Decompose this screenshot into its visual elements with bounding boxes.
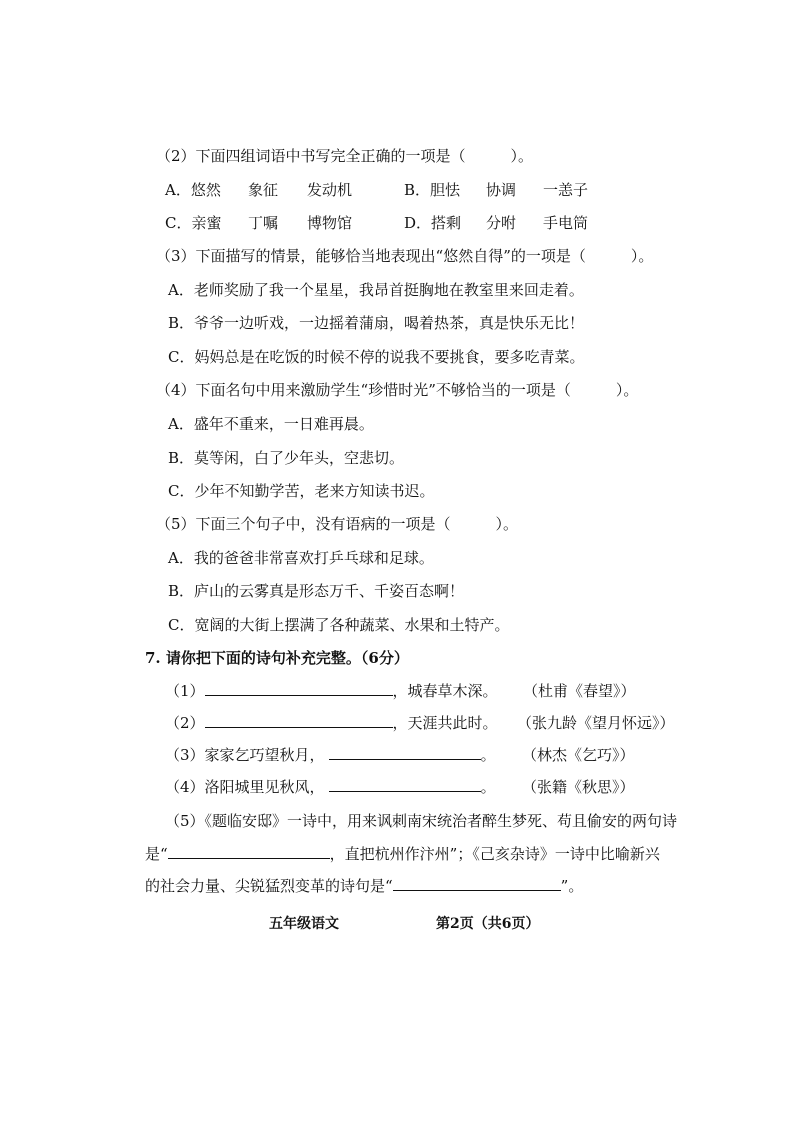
q2-option-d: [404, 213, 461, 233]
q7-item-2-blank[interactable]: [205, 713, 393, 728]
q7-item-5-blank-2[interactable]: [393, 876, 561, 891]
q3-option-a: A．老师奖励了我一个星星，我昂首挺胸地在教室里来回走着。: [168, 281, 584, 299]
q7-item-2-num: （2）: [165, 714, 205, 732]
q7-item-5-line2-pre: 是“: [145, 845, 168, 863]
q7-item-2-source: （张九龄《望月怀远》）: [517, 714, 675, 732]
q7-item-5-line3-pre: 的社会力量、尖锐猛烈变革的诗句是“: [145, 877, 393, 895]
q7-item-3: [165, 745, 496, 765]
q7-item-1-num: （1）: [165, 682, 205, 700]
q7-item-1-source: （杜甫《春望》）: [523, 682, 636, 700]
q7-item-1: [165, 681, 498, 701]
q7-item-1-post: ，城春草木深。: [392, 682, 498, 700]
q4-option-a: A．盛年不重来，一日难再晨。: [168, 415, 374, 433]
q2-option-b-word3: 一恙子: [543, 181, 589, 199]
q2-option-b-word2: 协调: [486, 181, 517, 199]
q7-item-4-pre: 洛阳城里见秋风，: [204, 778, 325, 796]
q2-option-b: [404, 180, 460, 200]
q7-item-1-blank[interactable]: [205, 681, 393, 696]
q7-item-5-line1: （5）《题临安邸》一诗中，用来讽刺南宋统治者醉生梦死、苟且偷安的两句诗: [165, 812, 678, 830]
q5-option-c: C．宽阔的大街上摆满了各种蔬菜、水果和土特产。: [168, 616, 510, 634]
q7-item-3-num: （3）: [165, 746, 205, 764]
q7-item-4-source: （张籍《秋思》）: [522, 778, 635, 796]
q5-option-b: B．庐山的云雾真是形态万千、千姿百态啊！: [168, 582, 465, 600]
q7-item-5-line2: [145, 844, 660, 864]
q2-option-d-label: D．搭剩: [404, 214, 462, 232]
q7-item-4-blank[interactable]: [329, 777, 481, 792]
q4-option-c: C．少年不知勤学苦，老来方知读书迟。: [168, 482, 435, 500]
q2-option-a: [165, 180, 221, 200]
q7-item-2: [165, 713, 498, 733]
q7-item-3-pre: 家家乞巧望秋月，: [204, 746, 325, 764]
q2-option-b-label: B．胆怯: [404, 181, 461, 199]
q7-item-5-line2-mid: ，直把杭州作汴州”；《己亥杂诗》一诗中比喻新兴: [329, 845, 660, 863]
q7-item-5-line3: [145, 876, 583, 896]
q3-option-c: C．妈妈总是在吃饭的时候不停的说我不要挑食，要多吃青菜。: [168, 348, 585, 366]
q2-option-a-label: A．悠然: [165, 181, 221, 199]
q7-item-5-blank-1[interactable]: [168, 844, 330, 859]
q2-option-c-word3: 博物馆: [307, 214, 353, 232]
q7-item-3-blank[interactable]: [329, 745, 481, 760]
q3-option-b: B．爷爷一边听戏，一边摇着蒲扇，喝着热茶，真是快乐无比！: [168, 314, 585, 332]
q7-item-4: [165, 777, 496, 797]
q3-stem: （3）下面描写的情景，能够恰当地表现出“悠然自得”的一项是（ ）。: [156, 247, 654, 265]
q2-option-c-word2: 丁嘱: [248, 214, 279, 232]
q2-stem: （2）下面四组词语中书写完全正确的一项是（ ）。: [156, 147, 534, 165]
q4-option-b: B．莫等闲，白了少年头，空悲切。: [168, 449, 405, 467]
q7-item-5-line3-post: ”。: [560, 877, 584, 895]
q4-stem: （4）下面名句中用来激励学生“珍惜时光”不够恰当的一项是（ ）。: [156, 381, 639, 399]
q2-option-a-word2: 象征: [248, 181, 279, 199]
q7-item-4-num: （4）: [165, 778, 205, 796]
footer-subject: 五年级语文: [269, 916, 339, 932]
q7-item-3-source: （林杰《乞巧》）: [522, 746, 635, 764]
q2-option-d-word3: 手电筒: [543, 214, 589, 232]
q7-item-2-post: ，天涯共此时。: [392, 714, 498, 732]
q2-option-c-label: C．亲蜜: [165, 214, 222, 232]
q5-option-a: A．我的爸爸非常喜欢打乒乓球和足球。: [168, 549, 434, 567]
q7-title: 7. 请你把下面的诗句补充完整。（6分）: [145, 649, 409, 667]
q5-stem: （5）下面三个句子中，没有语病的一项是（ ）。: [156, 515, 519, 533]
footer-page-number: 第2页（共6页）: [436, 916, 540, 932]
q7-item-4-post: 。: [480, 778, 496, 796]
q7-item-3-post: 。: [480, 746, 496, 764]
q2-option-c: [165, 213, 221, 233]
q2-option-a-word3: 发动机: [307, 181, 353, 199]
q2-option-d-word2: 分咐: [486, 214, 517, 232]
